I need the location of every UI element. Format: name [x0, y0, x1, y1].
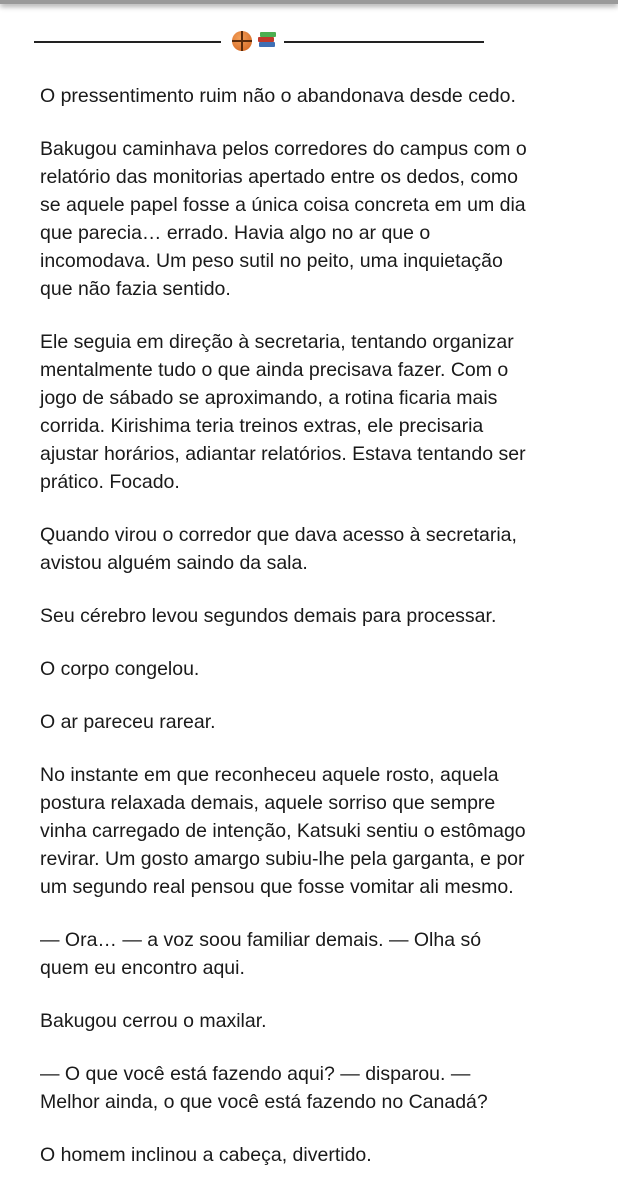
text-line: Quando virou o corredor que dava acesso à secretaria, — [40, 524, 517, 546]
text-line: mentalmente tudo o que ainda precisava fazer. Com o — [40, 359, 509, 381]
paragraph — [40, 1007, 600, 1035]
text-line: relatório das monitorias apertado entre os dedos, como — [40, 166, 519, 188]
text-line: avistou alguém saindo da sala. — [40, 552, 308, 574]
paragraph — [40, 521, 600, 577]
paragraph — [40, 708, 600, 736]
text-line: — Ora… — a voz soou familiar demais. — Olha só — [40, 929, 482, 951]
text-line: Melhor ainda, o que você está fazendo no Canadá? — [40, 1091, 488, 1113]
top-bar — [0, 0, 618, 4]
paragraph — [40, 761, 600, 901]
paragraph — [40, 655, 600, 683]
text-line: Ele seguia em direção à secretaria, tentando organizar — [40, 331, 514, 353]
text-line: O pressentimento ruim não o abandonava desde cedo. — [40, 85, 516, 107]
divider-rule-left — [34, 41, 221, 43]
text-line: postura relaxada demais, aquele sorriso que sempre — [40, 792, 496, 814]
text-line: ajustar horários, adiantar relatórios. Estava tentando ser — [40, 443, 526, 465]
text-line: Bakugou cerrou o maxilar. — [40, 1010, 267, 1032]
text-line: — O que você está fazendo aqui? — disparou. — — [40, 1063, 471, 1085]
text-line: se aquele papel fosse a única coisa concreta em um dia — [40, 194, 526, 216]
paragraph — [40, 1141, 600, 1169]
text-line: corrida. Kirishima teria treinos extras, ele precisaria — [40, 415, 484, 437]
story-text — [40, 82, 600, 1194]
text-line: quem eu encontro aqui. — [40, 957, 245, 979]
paragraph — [40, 135, 600, 303]
divider-rule-right — [284, 41, 484, 43]
basketball-icon — [232, 31, 252, 51]
text-line: jogo de sábado se aproximando, a rotina ficaria mais — [40, 387, 498, 409]
text-line: O ar pareceu rarear. — [40, 711, 216, 733]
text-line: vinha carregado de intenção, Katsuki sentiu o estômago — [40, 820, 526, 842]
text-line: O homem inclinou a cabeça, divertido. — [40, 1144, 372, 1166]
text-line: revirar. Um gosto amargo subiu-lhe pela garganta, e por — [40, 848, 525, 870]
text-line: No instante em que reconheceu aquele rosto, aquela — [40, 764, 499, 786]
text-line: O corpo congelou. — [40, 658, 200, 680]
paragraph — [40, 82, 600, 110]
text-line: que não fazia sentido. — [40, 278, 231, 300]
text-line: um segundo real pensou que fosse vomitar ali mesmo. — [40, 876, 514, 898]
text-line: incomodava. Um peso sutil no peito, uma inquietação — [40, 250, 503, 272]
text-line: Seu cérebro levou segundos demais para processar. — [40, 605, 497, 627]
text-line: Bakugou caminhava pelos corredores do campus com o — [40, 138, 527, 160]
paragraph — [40, 926, 600, 982]
paragraph — [40, 1060, 600, 1116]
text-line: que parecia… errado. Havia algo no ar que o — [40, 222, 431, 244]
paragraph — [40, 602, 600, 630]
section-divider — [34, 30, 584, 52]
books-icon — [258, 32, 276, 50]
text-line: prático. Focado. — [40, 471, 180, 493]
paragraph — [40, 328, 600, 496]
